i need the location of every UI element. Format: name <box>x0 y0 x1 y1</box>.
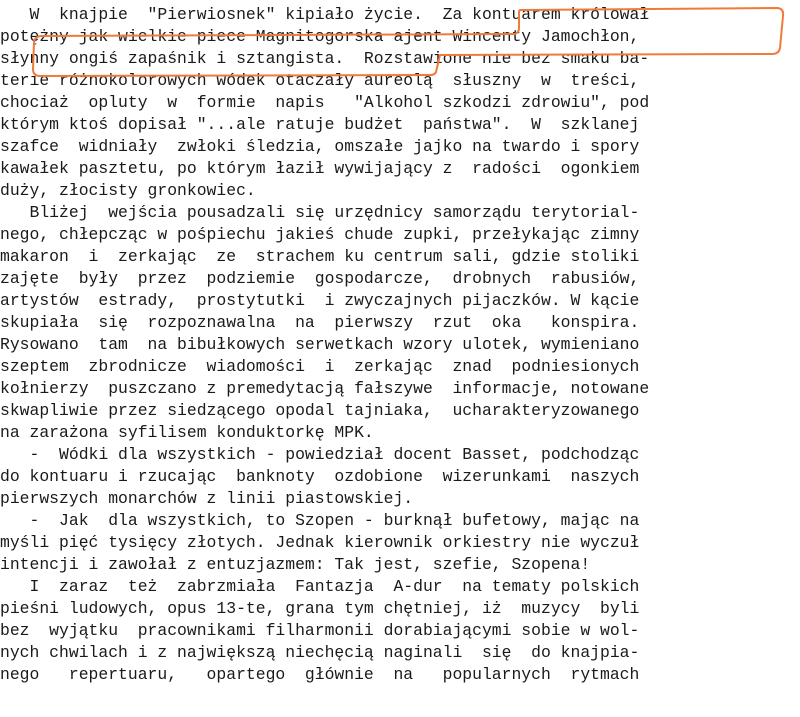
text-line: szafce widniały zwłoki śledzia, omszałe jajko na twardo i spory <box>0 137 640 156</box>
text-line: nych chwilach i z największą niechęcią naginali się do knajpia- <box>0 643 640 662</box>
text-line: duży, złocisty gronkowiec. <box>0 181 256 200</box>
text-line: W knajpie "Pierwiosnek" kipiało życie. Za kontuarem królował <box>0 5 650 24</box>
text-line: kawałek pasztetu, po którym łaził wywijający z radości ogonkiem <box>0 159 640 178</box>
text-line: pierwszych monarchów z linii piastowskiej. <box>0 489 414 508</box>
text-line: kołnierzy puszczano z premedytacją fałszywe informacje, notowane <box>0 379 650 398</box>
text-line: zajęte były przez podziemie gospodarcze, drobnych rabusiów, <box>0 269 640 288</box>
text-line: bez wyjątku pracownikami filharmonii dorabiającymi sobie w wol- <box>0 621 640 640</box>
text-line: terie różnokolorowych wódek otaczały aureolą słuszny w treści, <box>0 71 640 90</box>
text-line: intencji i zawołał z entuzjazmem: Tak jest, szefie, Szopena! <box>0 555 591 574</box>
text-line: na zarażona syfilisem konduktorkę MPK. <box>0 423 374 442</box>
text-line: artystów estrady, prostytutki i zwyczajnych pijaczków. W kącie <box>0 291 640 310</box>
text-line: I zaraz też zabrzmiała Fantazja A-dur na tematy polskich <box>0 577 640 596</box>
text-line: potężny jak wielkie piece Magnitogorska ajent Wincenty Jamochłon, <box>0 27 640 46</box>
text-line: słynny ongiś zapaśnik i sztangista. Rozstawione nie bez smaku ba- <box>0 49 650 68</box>
text-line: myśli pięć tysięcy złotych. Jednak kierownik orkiestry nie wyczuł <box>0 533 640 552</box>
text-line: którym ktoś dopisał "...ale ratuje budżet państwa". W szklanej <box>0 115 640 134</box>
text-line: nego, chłepcząc w pośpiechu jakieś chude zupki, przełykając zimny <box>0 225 640 244</box>
text-line: Bliżej wejścia pousadzali się urzędnicy samorządu terytorial- <box>0 203 640 222</box>
text-line: makaron i zerkając ze strachem ku centrum sali, gdzie stoliki <box>0 247 640 266</box>
text-line: - Jak dla wszystkich, to Szopen - burknął bufetowy, mając na <box>0 511 640 530</box>
text-line: nego repertuaru, opartego głównie na popularnych rytmach <box>0 665 640 684</box>
text-line: skupiała się rozpoznawalna na pierwszy rzut oka konspira. <box>0 313 640 332</box>
text-line: szeptem zbrodnicze wiadomości i zerkając znad podniesionych <box>0 357 640 376</box>
text-line: do kontuaru i rzucając banknoty ozdobione wizerunkami naszych <box>0 467 640 486</box>
text-line: skwapliwie przez siedzącego opodal tajniaka, ucharakteryzowanego <box>0 401 640 420</box>
text-line: Rysowano tam na bibułkowych serwetkach wzory ulotek, wymieniano <box>0 335 640 354</box>
text-line: chociaż opluty w formie napis "Alkohol szkodzi zdrowiu", pod <box>0 93 650 112</box>
text-line: pieśni ludowych, opus 13-te, grana tym chętniej, iż muzycy byli <box>0 599 640 618</box>
text-line: - Wódki dla wszystkich - powiedział docent Basset, podchodząc <box>0 445 640 464</box>
